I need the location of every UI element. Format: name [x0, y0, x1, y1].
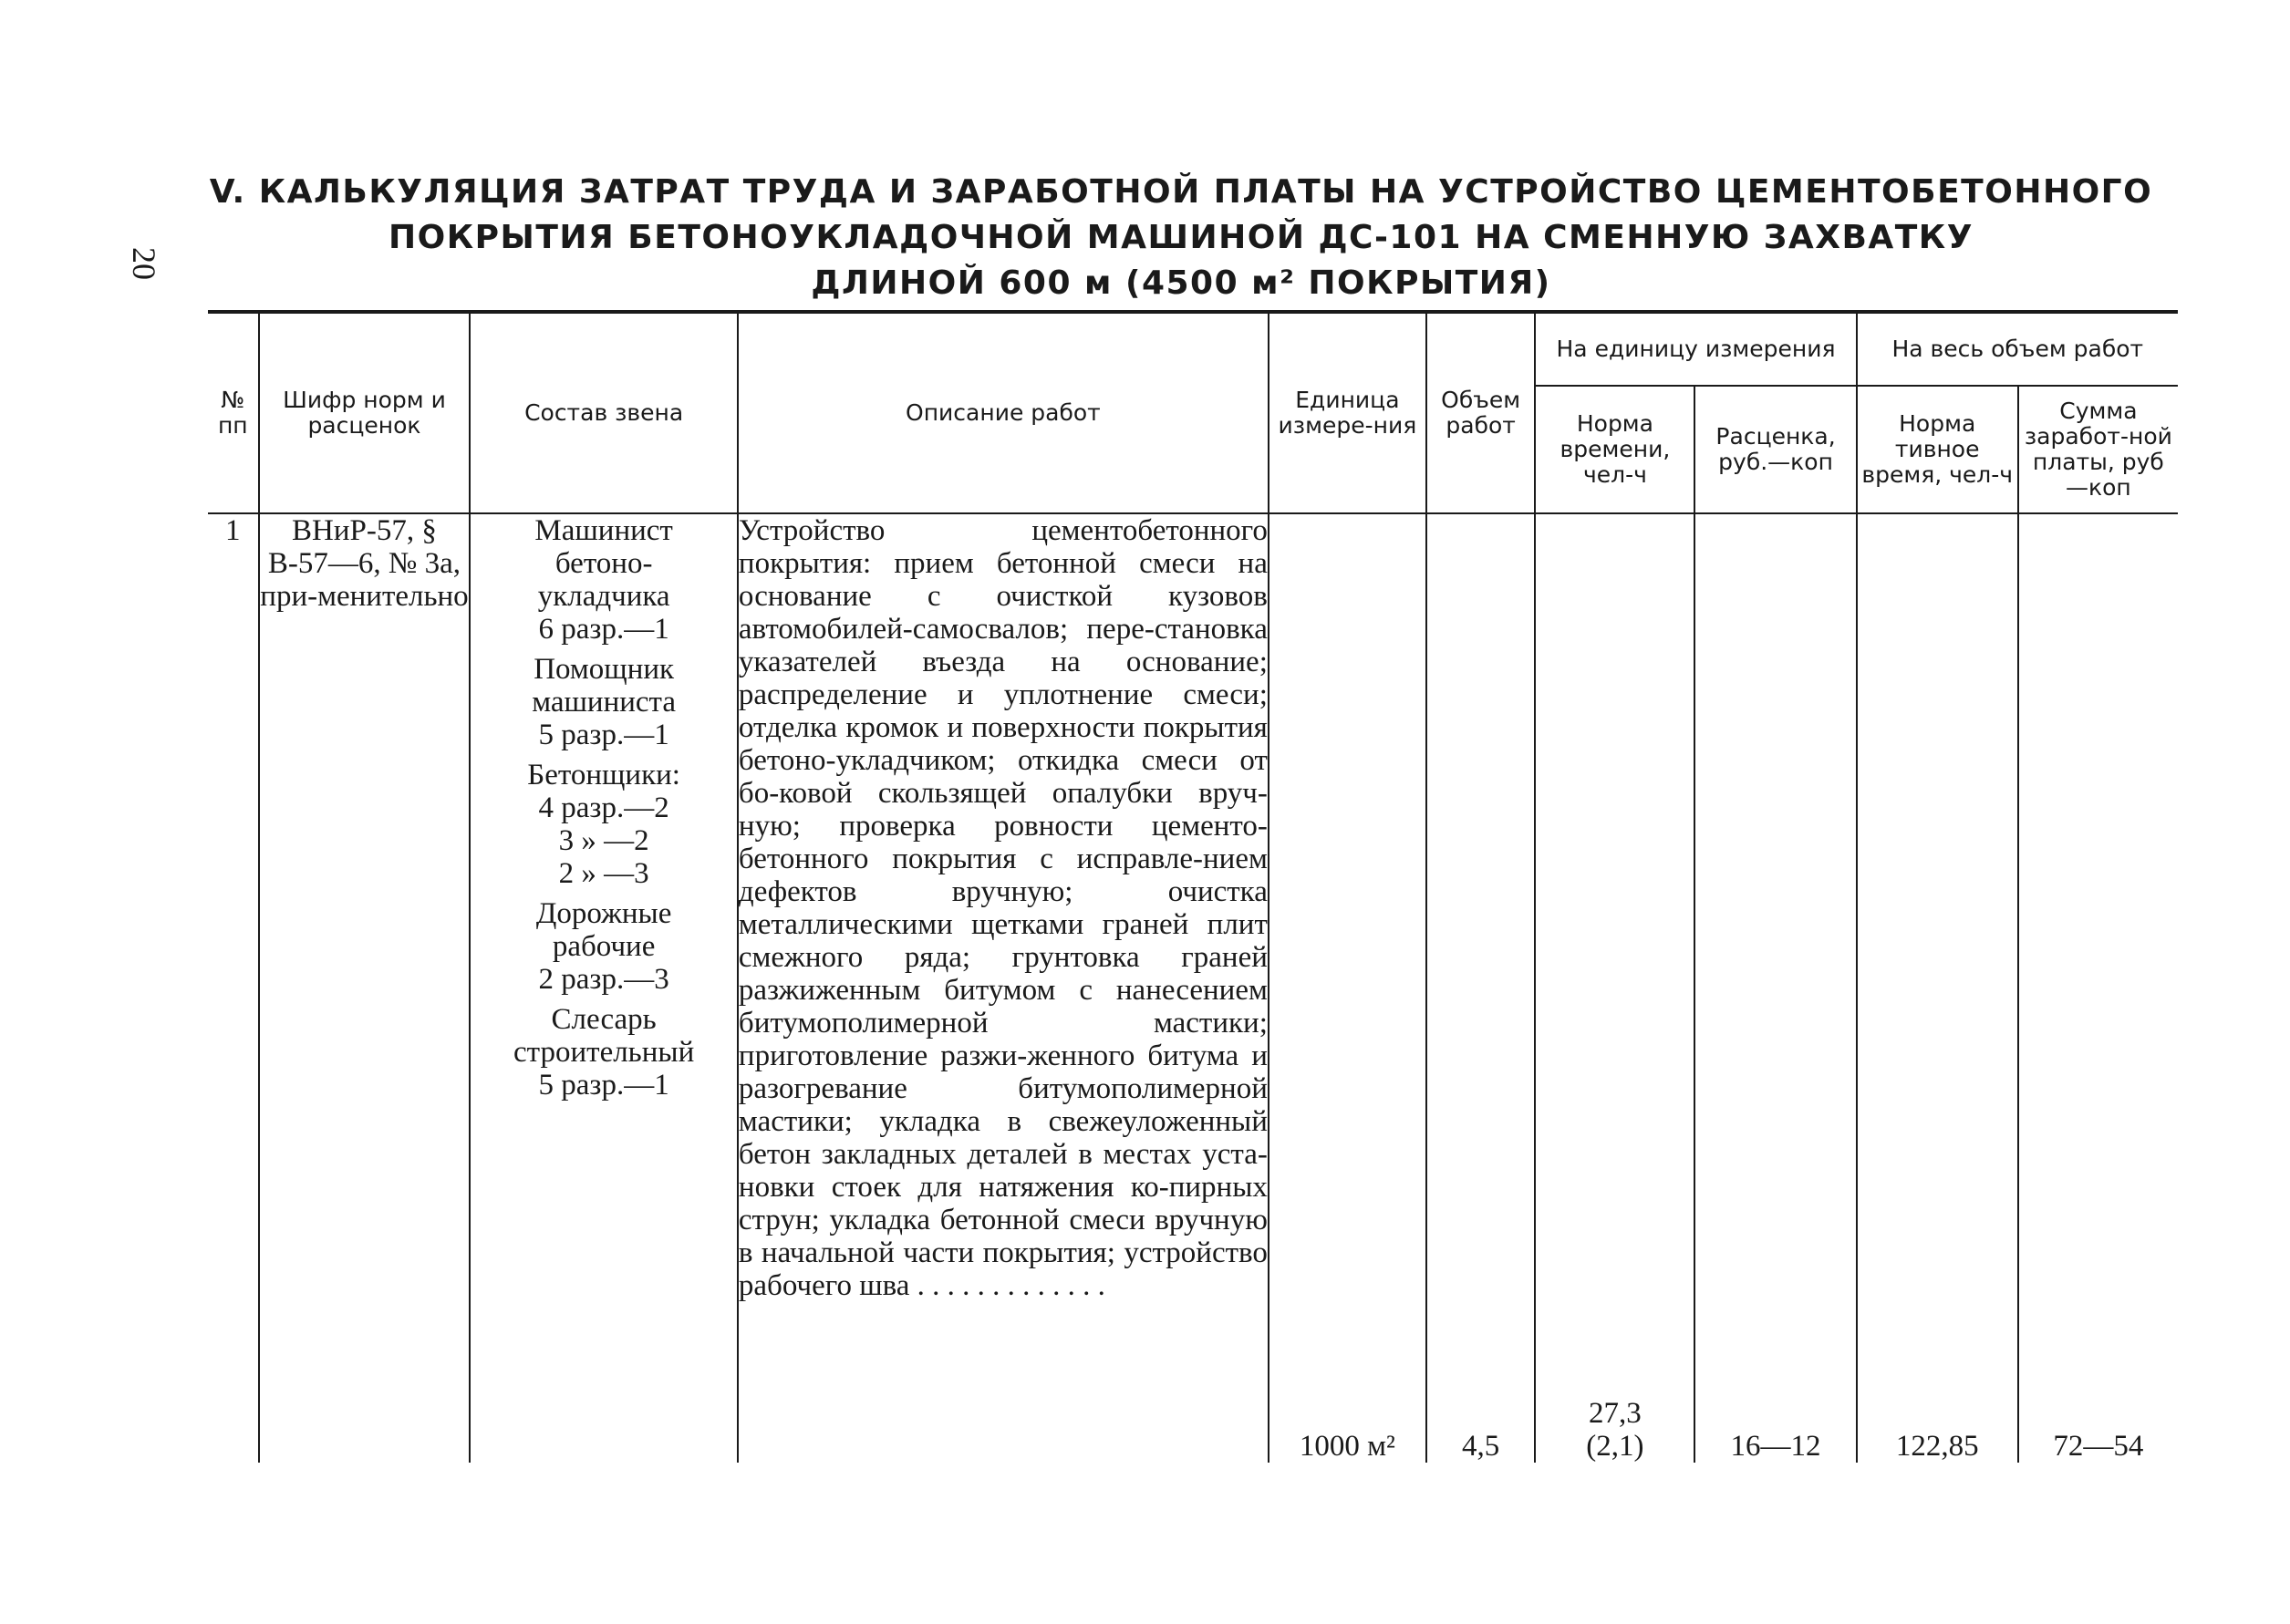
crew-line: машиниста	[532, 686, 677, 719]
page-title	[205, 170, 2157, 306]
title-line: ПОКРЫТИЯ БЕТОНОУКЛАДОЧНОЙ МАШИНОЙ ДС-101 НА СМЕННУЮ ЗАХВАТКУ	[389, 219, 1974, 256]
crew-line: укладчика	[537, 580, 670, 613]
crew-line: Помощник	[534, 653, 675, 686]
page-number: 20	[126, 247, 162, 280]
header-wage-sum: Сумма заработ-ной платы, руб —коп	[2018, 386, 2178, 513]
header-code: Шифр норм и расценок	[259, 312, 471, 513]
header-per-unit: На единицу измерения	[1535, 312, 1856, 386]
row-normative-time: 122,85	[1857, 513, 2018, 1463]
header-time-norm: Норма времени, чел-ч	[1535, 386, 1694, 513]
header-normative-time: Норма тивное время, чел-ч	[1857, 386, 2018, 513]
labor-cost-table	[208, 310, 2178, 1463]
header-volume: Объем работ	[1426, 312, 1535, 513]
crew-line: Слесарь	[551, 1003, 657, 1036]
crew-line: бетоно-	[554, 547, 653, 580]
crew-line: 2 разр.—3	[538, 963, 669, 996]
title-line: V. КАЛЬКУЛЯЦИЯ ЗАТРАТ ТРУДА И ЗАРАБОТНОЙ ПЛАТЫ НА УСТРОЙСТВО ЦЕМЕНТОБЕТОННОГО	[209, 173, 2153, 211]
crew-line: строительный	[513, 1036, 695, 1069]
table-row	[208, 513, 2178, 1463]
crew-line: 2 » —3	[558, 857, 649, 890]
time-norm-note: (2,1)	[1586, 1430, 1644, 1463]
row-description: Устройство цементобетонного покрытия: прием бетонной смеси на основание с очисткой кузовов автомобилей-самосвалов; пере-становка указателей въезда на основание; распределение и уплотнение смеси; отделка кромок и поверхности покрытия бетоно-укладчиком; откидка смеси от бо-ковой скользящей опалубки вруч-ную; проверка ровности цементо-бетонного покрытия с исправле-нием дефектов вручную; очистка металлическими щетками граней плит смежного ряда; грунтовка граней разжиженным битумом с нанесением битумополимерной мастики; приготовление разжи-женного битума и разогревание битумополимерной мастики; укладка в свежеуложенный бетон закладных деталей в местах уста-новки стоек для натяжения ко-пирных струн; укладка бетонной смеси вручную в начальной части покрытия; устройство рабочего шва . . . . . . . . . . . . .	[738, 513, 1269, 1463]
crew-line: Машинист	[534, 514, 673, 547]
row-code: ВНиР-57, § В-57—6, № 3а, при-менительно	[259, 513, 471, 1463]
header-crew: Состав звена	[470, 312, 738, 513]
row-crew	[470, 513, 738, 1463]
crew-line: 6 разр.—1	[538, 613, 669, 646]
header-description: Описание работ	[738, 312, 1269, 513]
title-line: ДЛИНОЙ 600 м (4500 м² ПОКРЫТИЯ)	[811, 264, 1551, 302]
row-time-norm	[1535, 513, 1694, 1463]
row-rate: 16—12	[1694, 513, 1856, 1463]
time-norm-value: 27,3	[1589, 1397, 1642, 1430]
header-total-volume: На весь объем работ	[1857, 312, 2178, 386]
crew-line: 4 разр.—2	[538, 791, 669, 824]
header-no: № пп	[208, 312, 259, 513]
crew-line: 5 разр.—1	[538, 719, 669, 751]
row-volume: 4,5	[1426, 513, 1535, 1463]
crew-line: Дорожные	[535, 897, 672, 930]
header-unit: Единица измере-ния	[1269, 312, 1426, 513]
crew-line: 5 разр.—1	[538, 1069, 669, 1102]
crew-line: 3 » —2	[558, 824, 649, 857]
header-rate: Расценка, руб.—коп	[1694, 386, 1856, 513]
row-wage-sum: 72—54	[2018, 513, 2178, 1463]
crew-line: рабочие	[552, 930, 656, 963]
row-number: 1	[225, 514, 241, 547]
crew-line: Бетонщики:	[527, 759, 680, 791]
row-unit: 1000 м²	[1269, 513, 1426, 1463]
